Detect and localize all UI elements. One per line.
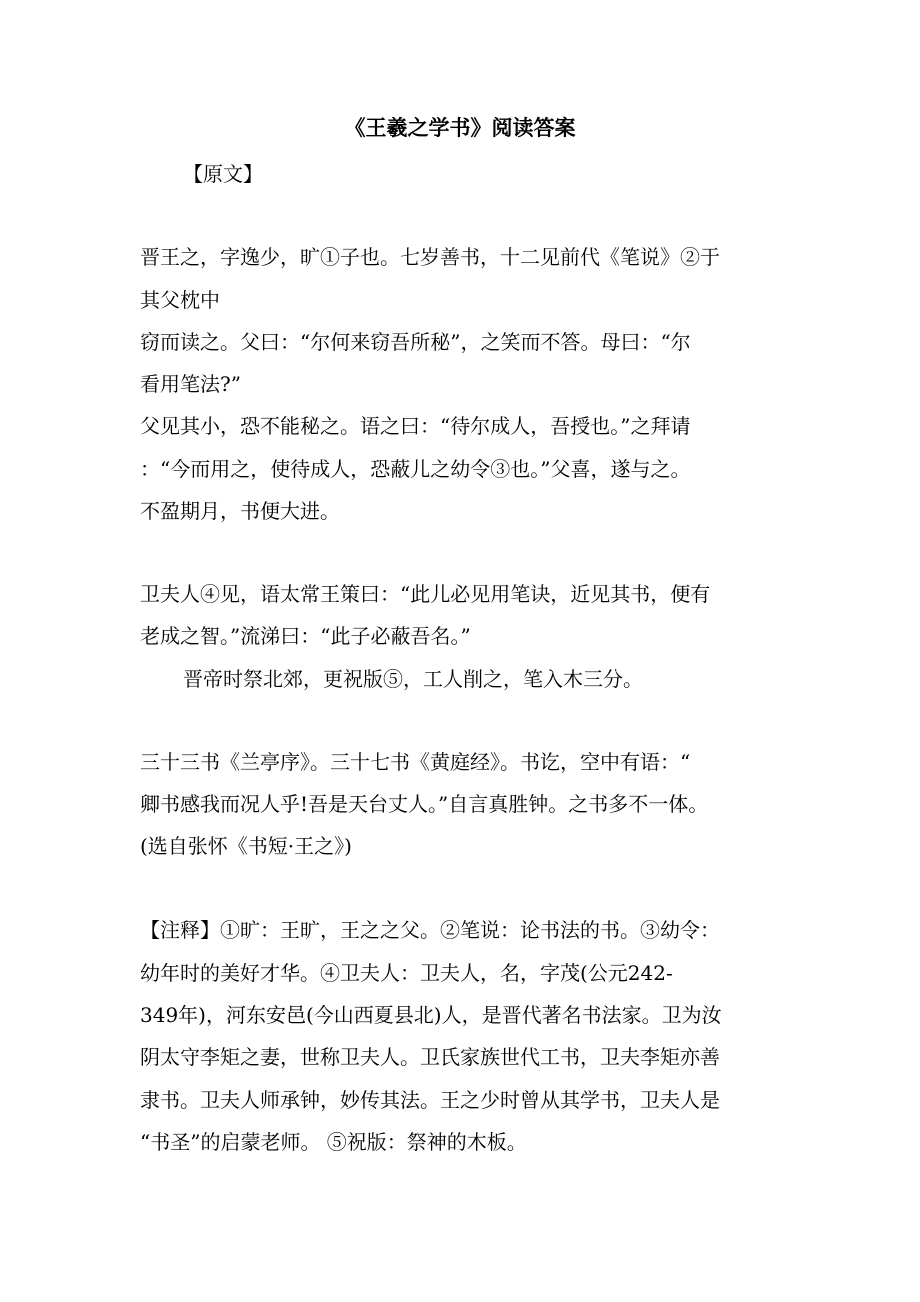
paragraph-4-line-3: (选自张怀《书短·王之》) [140,834,352,858]
notes-line-1: 【注释】①旷：王旷，王之之父。②笔说：论书法的书。③幼令： [140,918,720,942]
paragraph-1-line-4: 看用笔法?” [140,372,241,396]
document-title: 《王羲之学书》阅读答案 [344,115,576,140]
notes-line-4: 阴太守李矩之妻，世称卫夫人。卫氏家族世代工书，卫夫李矩亦善 [140,1045,720,1069]
paragraph-4-line-1: 三十三书《兰亭序》。三十七书《黄庭经》。书讫，空中有语：“ [140,750,691,774]
paragraph-3: 晋帝时祭北郊，更祝版⑤，工人削之，笔入木三分。 [183,667,643,691]
paragraph-1-line-2: 其父枕中 [140,288,220,312]
notes-line-2: 幼年时的美好才华。④卫夫人：卫夫人，名，字茂(公元242- [140,961,673,985]
section-heading: 【原文】 [183,162,263,186]
notes-line-5: 隶书。卫夫人师承钟，妙传其法。王之少时曾从其学书，卫夫人是 [140,1088,720,1112]
paragraph-4-line-2: 卿书感我而况人乎!吾是天台丈人。”自言真胜钟。之书多不一体。 [140,792,709,816]
paragraph-1-line-7: 不盈期月，书便大进。 [140,499,340,523]
paragraph-1-line-1: 晋王之，字逸少，旷①子也。七岁善书，十二见前代《笔说》②于 [140,245,720,269]
paragraph-1-line-6: ：“今而用之，使待成人，恐蔽儿之幼令③也。”父喜，遂与之。 [140,457,691,481]
paragraph-1-line-3: 窃而读之。父曰：“尔何来窃吾所秘”，之笑而不答。母曰：“尔 [140,330,691,354]
notes-line-3: 349年)，河东安邑(今山西夏县北)人，是晋代著名书法家。卫为汝 [140,1003,722,1027]
paragraph-2-line-2: 老成之智。”流涕曰：“此子必蔽吾名。” [140,624,471,648]
notes-line-6: “书圣”的启蒙老师。 ⑤祝版：祭神的木板。 [140,1130,527,1154]
paragraph-2-line-1: 卫夫人④见，语太常王策曰：“此儿必见用笔诀，近见其书，便有 [140,582,711,606]
paragraph-1-line-5: 父见其小，恐不能秘之。语之曰：“待尔成人，吾授也。”之拜请 [140,414,691,438]
